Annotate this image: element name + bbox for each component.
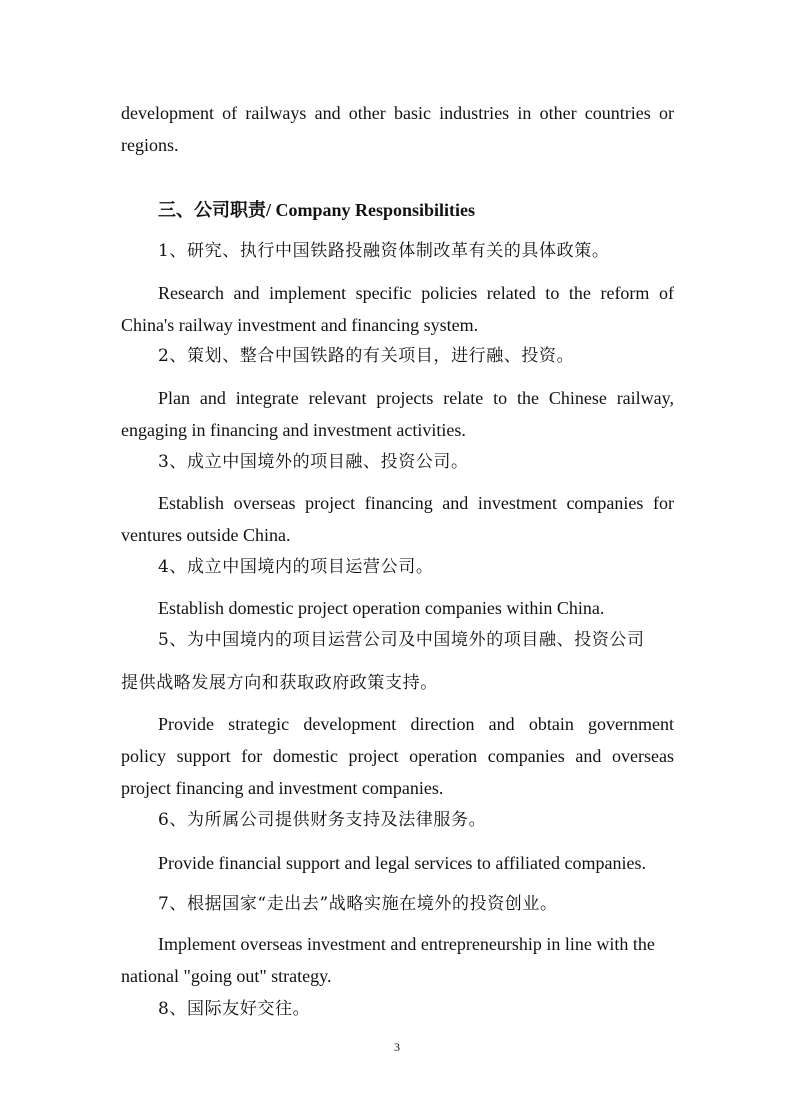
item-4-en-line-1: Establish domestic project operation companies within China. xyxy=(158,598,605,618)
intro-line-2: regions. xyxy=(121,135,179,155)
item-3-cn: 3、成立中国境外的项目融、投资公司。 xyxy=(158,452,469,472)
item-6-cn: 6、为所属公司提供财务支持及法律服务。 xyxy=(158,810,487,830)
item-5-en-line-1: Provide strategic development direction and obtain government xyxy=(158,714,674,734)
item-5-en-line-2: policy support for domestic project operation companies and overseas xyxy=(121,746,674,766)
item-6-en-line-1: Provide financial support and legal services to affiliated companies. xyxy=(158,853,647,873)
item-5-en-line-3: project financing and investment companies. xyxy=(121,778,444,798)
item-7-cn: 7、根据国家“走出去”战略实施在境外的投资创业。 xyxy=(158,894,558,914)
item-2-en-line-2: engaging in financing and investment activities. xyxy=(121,420,466,440)
item-7-en-line-2: national "going out" strategy. xyxy=(121,966,332,986)
page-number: 3 xyxy=(394,1040,400,1054)
item-2-cn: 2、策划、整合中国铁路的有关项目，进行融、投资。 xyxy=(158,346,575,366)
item-1-en-line-1: Research and implement specific policies related to the reform of xyxy=(158,283,674,303)
item-7-en-line-1: Implement overseas investment and entrepreneurship in line with the xyxy=(158,934,655,954)
item-1-cn: 1、研究、执行中国铁路投融资体制改革有关的具体政策。 xyxy=(158,241,610,261)
item-3-en-line-2: ventures outside China. xyxy=(121,525,291,545)
item-5-cn-line-1: 5、为中国境内的项目运营公司及中国境外的项目融、投资公司 xyxy=(158,630,645,650)
intro-line-1: development of railways and other basic industries in other countries or xyxy=(121,103,674,123)
item-1-en-line-2: China's railway investment and financing system. xyxy=(121,315,479,335)
section-heading: 三、公司职责/ Company Responsibilities xyxy=(158,200,476,220)
item-3-en-line-1: Establish overseas project financing and investment companies for xyxy=(158,493,674,513)
item-8-cn: 8、国际友好交往。 xyxy=(158,999,311,1019)
item-2-en-line-1: Plan and integrate relevant projects relate to the Chinese railway, xyxy=(158,388,674,408)
item-4-cn: 4、成立中国境内的项目运营公司。 xyxy=(158,557,434,577)
item-5-cn-line-2: 提供战略发展方向和获取政府政策支持。 xyxy=(121,673,438,693)
